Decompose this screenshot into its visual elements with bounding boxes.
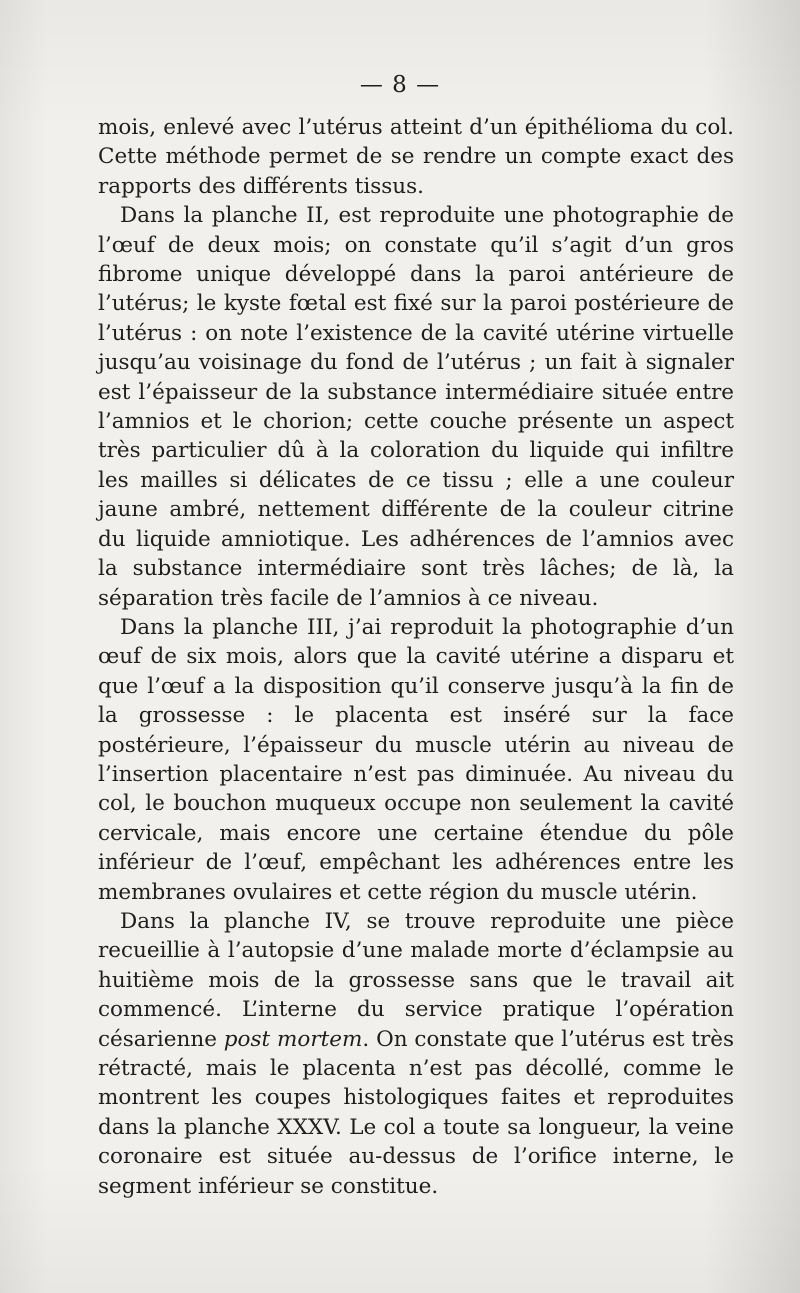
paragraph-continuation: mois, enlevé avec l’utérus atteint d’un épithélioma du col. Cette méthode permet de se rendre un compte exact des rapports des différents tissus. bbox=[98, 115, 734, 199]
paragraph-planche-iv bbox=[98, 907, 734, 1201]
page-number: — 8 — bbox=[359, 72, 441, 98]
paragraph-planche-ii: Dans la planche II, est reproduite une photographie de l’œuf de deux mois; on constate qu’il s’agit d’un gros fibrome unique développé dans la paroi antérieure de l’utérus; le kyste fœtal est fixé sur la paroi postérieure de l’utérus : on note l’existence de la cavité utérine virtuelle jusqu’au voisinage du fond de l’utérus ; un fait à signaler est l’épaisseur de la substance intermédiaire située entre l’amnios et le chorion; cette couche présente un aspect très particulier dû à la coloration du liquide qui infiltre les mailles si délicates de ce tissu ; elle a une couleur jaune ambré, nettement différente de la couleur citrine du liquide amniotique. Les adhérences de l’amnios avec la substance intermédiaire sont très lâches; de là, la séparation très facile de l’amnios à ce niveau. bbox=[98, 203, 734, 611]
paragraph-planche-iv-part2: . On constate que l’utérus est très rétracté, mais le placenta n’est pas décollé, comme le montrent les coupes histologiques faites et reproduites dans la planche XXXV. Le col a toute sa longueur, la veine coronaire est située au-dessus de l’orifice interne, le segment inférieur se constitue. bbox=[98, 1026, 735, 1199]
paragraph-planche-iii: Dans la planche III, j’ai reproduit la photographie d’un œuf de six mois, alors que la cavité utérine a disparu et que l’œuf a la disposition qu’il conserve jusqu’à la fin de la grossesse : le placenta est inséré sur la face postérieure, l’épaisseur du muscle utérin au niveau de l’insertion placentaire n’est pas diminuée. Au niveau du col, le bouchon muqueux occupe non seulement la cavité cervicale, mais encore une certaine étendue du pôle inférieur de l’œuf, empêchant les adhérences entre les membranes ovulaires et cette région du muscle utérin. bbox=[98, 614, 734, 905]
paragraph-planche-iv-part1: Dans la planche IV, se trouve reproduite une pièce recueillie à l’autopsie d’une malade morte d’éclampsie au huitième mois de la grossesse sans que le travail ait commencé. L’interne du service pratique l’opération césarienne bbox=[98, 908, 734, 1052]
body-text bbox=[98, 113, 734, 1201]
italic-post-mortem: post mortem bbox=[223, 1026, 363, 1052]
